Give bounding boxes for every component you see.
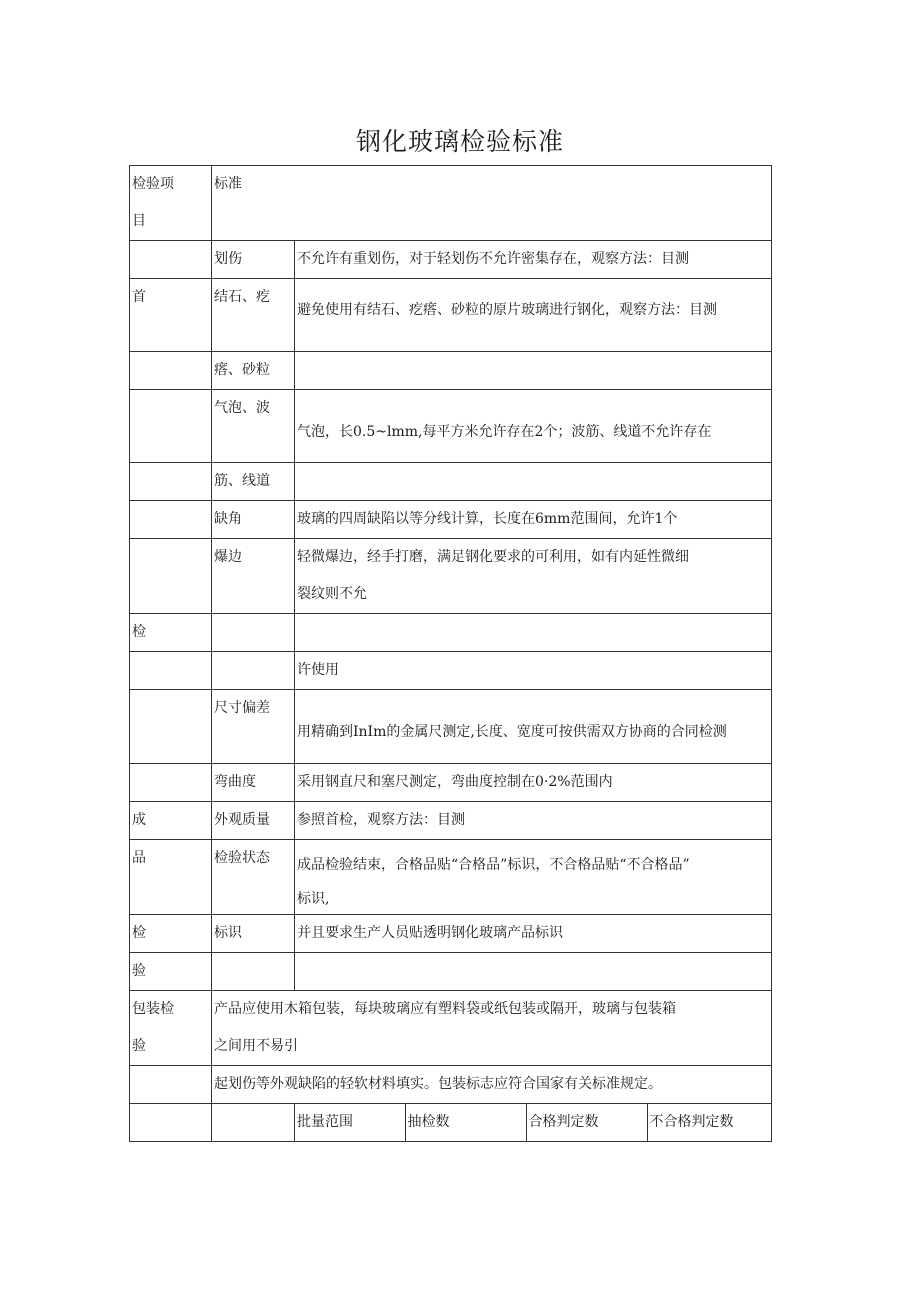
left-cell-jian: 检: [130, 614, 212, 652]
left-cell-empty: [130, 764, 212, 802]
table-row-mark: [130, 915, 772, 953]
table-row-pack-2: [130, 1066, 772, 1104]
std-state-line-1: 成品检验结束，合格品贴“合格品”标识，不合格品贴“不合格品”: [297, 857, 690, 873]
item-mark: 标识: [212, 915, 295, 953]
std-empty: [295, 614, 772, 652]
table-row-check: [130, 614, 772, 652]
table-row-sampling: [130, 1104, 772, 1142]
std-size: [295, 690, 772, 764]
std-stone-text: 避免使用有结石、疙瘩、砂粒的原片玻璃进行钢化，观察方法：目测: [297, 302, 717, 318]
std-edge: [295, 539, 772, 614]
std-size-spacer: [297, 690, 769, 714]
left-cell-empty: [130, 690, 212, 764]
item-state: 检验状态: [212, 840, 295, 915]
std-stone-spacer: [297, 279, 769, 292]
table-row-allow: [130, 652, 772, 690]
left-cell-empty: [130, 1066, 212, 1104]
item-empty: [212, 614, 295, 652]
document-title: 钢化玻璃检验标准: [355, 127, 564, 156]
std-look: 参照首检，观察方法：目测: [295, 802, 772, 840]
item-bubble-1: 气泡、波: [212, 390, 295, 463]
inspection-standard-table: [129, 165, 772, 1142]
sampling-subtable: [295, 1104, 772, 1141]
item-corner: 缺角: [212, 501, 295, 539]
std-state-line-2: 标识,: [297, 891, 330, 907]
table-row-stone-2: [130, 352, 772, 390]
std-pack-line-1: 产品应使用木箱包装，每块玻璃应有塑料袋或纸包装或隔开，玻璃与包装箱: [214, 1001, 676, 1017]
table-row-size: [130, 690, 772, 764]
std-empty: [295, 463, 772, 501]
std-empty: [295, 352, 772, 390]
std-pack-2: 起划伤等外观缺陷的轻软材料填实。包装标志应符合国家有关标准规定。: [212, 1066, 772, 1104]
item-stone-1: 结石、疙: [212, 279, 295, 352]
std-edge-line-2: 裂纹则不允: [297, 586, 367, 602]
sampling-cell: [295, 1104, 772, 1142]
std-pack-line-2: 之间用不易引: [214, 1038, 298, 1054]
table-row-stone-1: [130, 279, 772, 352]
item-empty: [212, 652, 295, 690]
sampling-fail-number: 不合格判定数: [647, 1104, 772, 1141]
sampling-batch-range: 批量范围: [297, 1114, 353, 1130]
table-row-corner: [130, 501, 772, 539]
header-item-label-2: 目: [132, 213, 146, 229]
std-allow: 许使用: [295, 652, 772, 690]
std-size-text: 用精确到InIm的金属尺测定,长度、宽度可按供需双方协商的合同检测: [297, 724, 727, 740]
std-bubble-spacer: [297, 390, 769, 414]
table-row-yan: [130, 953, 772, 991]
left-cell-empty: [130, 1104, 212, 1142]
std-pack: [212, 991, 772, 1066]
std-bend: 采用钢直尺和塞尺测定，弯曲度控制在0·2%范围内: [295, 764, 772, 802]
table-row-bubble-2: [130, 463, 772, 501]
std-state: [295, 840, 772, 915]
left-cell-empty: [130, 390, 212, 463]
left-cell-empty: [130, 652, 212, 690]
std-stone: [295, 279, 772, 352]
left-cell-empty: [130, 463, 212, 501]
item-bubble-2: 筋、线道: [212, 463, 295, 501]
item-empty: [212, 953, 295, 991]
table-row-look: [130, 802, 772, 840]
item-empty: [212, 1104, 295, 1142]
header-item-label-1: 检验项: [132, 176, 174, 192]
table-row-scratch: [130, 241, 772, 279]
item-edge: 爆边: [212, 539, 295, 614]
left-cell-empty: [130, 241, 212, 279]
std-scratch: 不允许有重划伤，对于轻划伤不允许密集存在，观察方法：目测: [295, 241, 772, 279]
left-cell-yan: 验: [130, 953, 212, 991]
item-size: 尺寸偏差: [212, 690, 295, 764]
left-cell-empty: [130, 352, 212, 390]
std-bubble: [295, 390, 772, 463]
table-row-state: [130, 840, 772, 915]
item-look: 外观质量: [212, 802, 295, 840]
left-cell-jian-2: 检: [130, 915, 212, 953]
table-row-pack: [130, 991, 772, 1066]
left-pack-line-1: 包装检: [132, 1001, 174, 1017]
header-standard-cell: 标准: [212, 166, 772, 241]
left-pack-line-2: 验: [132, 1038, 146, 1054]
left-cell-empty: [130, 501, 212, 539]
sampling-pass-number: 合格判定数: [526, 1104, 647, 1141]
table-row-bend: [130, 764, 772, 802]
table-row-edge: [130, 539, 772, 614]
table-row-header: [130, 166, 772, 241]
left-cell-shou: 首: [130, 279, 212, 352]
std-edge-line-1: 轻微爆边，经手打磨，满足钢化要求的可利用，如有内延性微细: [297, 549, 689, 565]
left-cell-pack: [130, 991, 212, 1066]
item-scratch: 划伤: [212, 241, 295, 279]
std-bubble-text: 气泡，长0.5~lmm,每平方米允许存在2个；波筋、线道不允许存在: [297, 424, 712, 440]
left-cell-cheng: 成: [130, 802, 212, 840]
std-corner: 玻璃的四周缺陷以等分线计算，长度在6mm范围间，允许1个: [295, 501, 772, 539]
header-item-cell: [130, 166, 212, 241]
item-bend: 弯曲度: [212, 764, 295, 802]
std-empty: [295, 953, 772, 991]
table-row-bubble-1: [130, 390, 772, 463]
std-mark: 并且要求生产人员贴透明钢化玻璃产品标识: [295, 915, 772, 953]
left-cell-empty: [130, 539, 212, 614]
sampling-count: 抽检数: [405, 1104, 526, 1141]
item-stone-2: 瘩、砂粒: [212, 352, 295, 390]
left-cell-pin: 品: [130, 840, 212, 915]
